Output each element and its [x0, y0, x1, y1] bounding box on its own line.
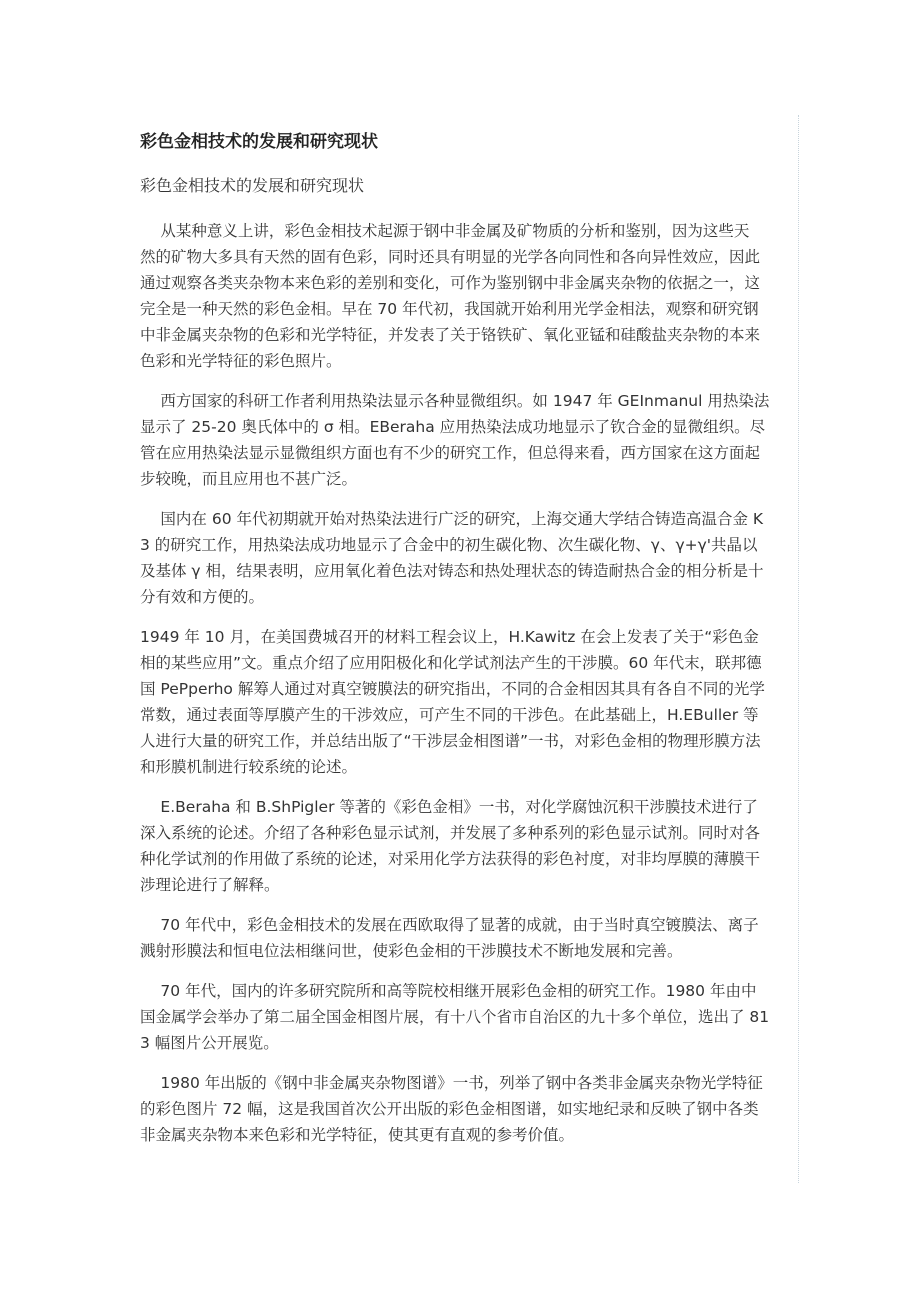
paragraph-line: 深入系统的论述。介绍了各种彩色显示试剂，并发展了多种系列的彩色显示试剂。同时对各	[140, 824, 761, 842]
paragraph-line: 非金属夹杂物本来色彩和光学特征，使其更有直观的参考价值。	[140, 1126, 575, 1144]
paragraph-line: 显示了 25-20 奥氏体中的 σ 相。EBeraha 应用热染法成功地显示了钦合金的显微组织。尽	[140, 418, 766, 436]
paragraph-line: 分有效和方便的。	[140, 588, 265, 606]
paragraph-line: 管在应用热染法显示显微组织方面也有不少的研究工作，但总得来看，西方国家在这方面起	[140, 444, 761, 462]
paragraph-line: 种化学试剂的作用做了系统的论述，对采用化学方法获得的彩色衬度，对非均厚膜的薄膜干	[140, 850, 761, 868]
paragraph-line: 然的矿物大多具有天然的固有色彩，同时还具有明显的光学各向同性和各向异性效应，因此	[140, 248, 761, 266]
paragraph-line: 的彩色图片 72 幅，这是我国首次公开出版的彩色金相图谱，如实地纪录和反映了钢中各类	[140, 1100, 759, 1118]
paragraph-line: E.Beraha 和 B.ShPigler 等著的《彩色金相》一书，对化学腐蚀沉积干涉膜技术进行了	[140, 798, 758, 816]
paragraph	[140, 794, 796, 898]
paragraph-line: 步较晚，而且应用也不甚广泛。	[140, 470, 358, 488]
paragraph-line: 完全是一种天然的彩色金相。早在 70 年代初，我国就开始利用光学金相法，观察和研究钢	[140, 300, 759, 318]
paragraph-line: 及基体 γ 相，结果表明，应用氧化着色法对铸态和热处理状态的铸造耐热合金的相分析是十	[140, 562, 764, 580]
paragraph-line: 通过观察各类夹杂物本来色彩的差别和变化，可作为鉴别钢中非金属夹杂物的依据之一，这	[140, 274, 761, 292]
paragraph	[140, 506, 796, 610]
paragraph	[140, 388, 796, 492]
document-body	[140, 218, 796, 1162]
paragraph-line: 1980 年出版的《钢中非金属夹杂物图谱》一书，列举了钢中各类非金属夹杂物光学特征	[140, 1074, 763, 1092]
paragraph-line: 3 的研究工作，用热染法成功地显示了合金中的初生碳化物、次生碳化物、γ、γ+γ'共晶以	[140, 536, 758, 554]
paragraph-line: 常数，通过表面等厚膜产生的干涉效应，可产生不同的干涉色。在此基础上，H.EBuller 等	[140, 706, 759, 724]
paragraph-line: 国内在 60 年代初期就开始对热染法进行广泛的研究，上海交通大学结合铸造高温合金 K	[140, 510, 764, 528]
paragraph-line: 国金属学会举办了第二届全国金相图片展，有十八个省市自治区的九十多个单位，选出了 81	[140, 1008, 770, 1026]
paragraph	[140, 624, 796, 780]
paragraph-line: 70 年代中，彩色金相技术的发展在西欧取得了显著的成就，由于当时真空镀膜法、离子	[140, 916, 759, 934]
paragraph-line: 1949 年 10 月，在美国费城召开的材料工程会议上，H.Kawitz 在会上发表了关于“彩色金	[140, 628, 759, 646]
paragraph-line: 从某种意义上讲，彩色金相技术起源于钢中非金属及矿物质的分析和鉴别，因为这些天	[140, 222, 750, 240]
document-subtitle: 彩色金相技术的发展和研究现状	[140, 176, 365, 195]
paragraph-line: 色彩和光学特征的彩色照片。	[140, 352, 342, 370]
paragraph-line: 国 PePperho 解筹人通过对真空镀膜法的研究指出，不同的合金相因其具有各自不同的光学	[140, 680, 765, 698]
document-title: 彩色金相技术的发展和研究现状	[140, 132, 378, 152]
paragraph	[140, 1070, 796, 1148]
paragraph-line: 中非金属夹杂物的色彩和光学特征，并发表了关于铬铁矿、氧化亚锰和硅酸盐夹杂物的本来	[140, 326, 761, 344]
paragraph-line: 相的某些应用”文。重点介绍了应用阳极化和化学试剂法产生的干涉膜。60 年代末，联邦德	[140, 654, 762, 672]
paragraph	[140, 218, 796, 374]
paragraph-line: 西方国家的科研工作者利用热染法显示各种显微组织。如 1947 年 GEInmanul 用热染法	[140, 392, 770, 410]
paragraph-line: 溅射形膜法和恒电位法相继问世，使彩色金相的干涉膜技术不断地发展和完善。	[140, 942, 683, 960]
paragraph-line: 涉理论进行了解释。	[140, 876, 280, 894]
paragraph	[140, 912, 796, 964]
paragraph-line: 3 幅图片公开展览。	[140, 1034, 279, 1052]
paragraph-line: 70 年代，国内的许多研究院所和高等院校相继开展彩色金相的研究工作。1980 年由中	[140, 982, 757, 1000]
paragraph	[140, 978, 796, 1056]
paragraph-line: 和形膜机制进行较系统的论述。	[140, 758, 358, 776]
page-divider	[798, 115, 799, 1183]
paragraph-line: 人进行大量的研究工作，并总结出版了“干涉层金相图谱”一书，对彩色金相的物理形膜方法	[140, 732, 761, 750]
